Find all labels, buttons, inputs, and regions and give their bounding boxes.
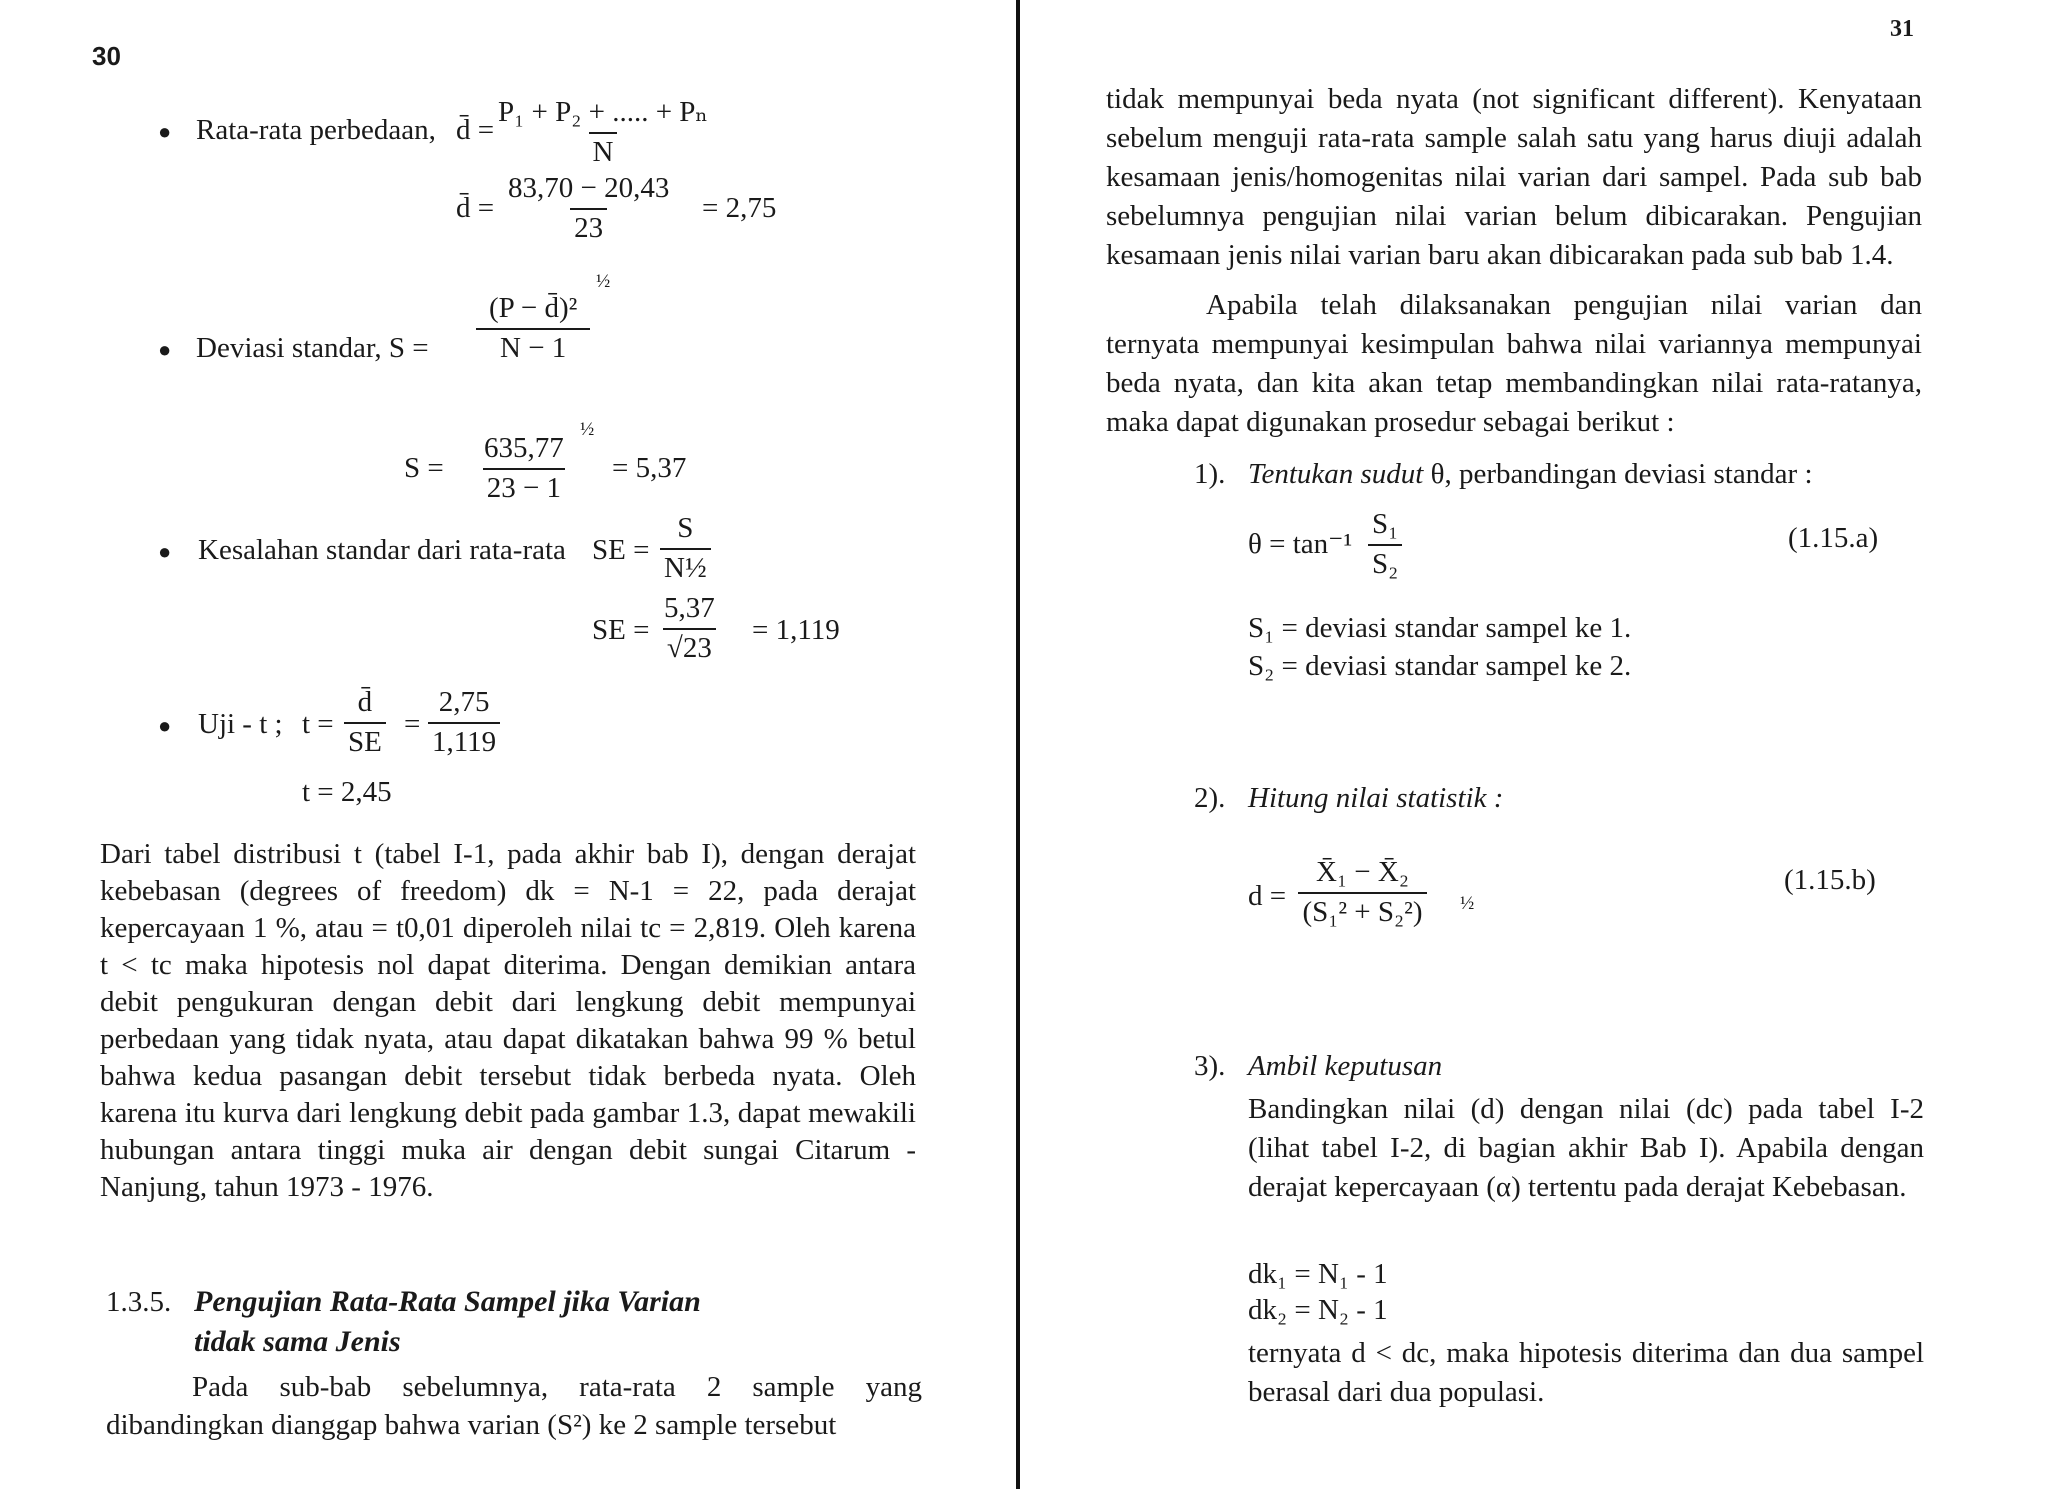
step1-italic: Tentukan sudut xyxy=(1248,458,1424,490)
se2-result: = 1,119 xyxy=(752,614,840,646)
se-label: Kesalahan standar dari rata-rata xyxy=(198,534,566,566)
eq1-numerator: S₁ xyxy=(1372,508,1399,540)
eq2-denominator: (S₁² + S₂²) xyxy=(1298,892,1426,932)
section-number: 1.3.5. xyxy=(106,1286,172,1318)
def-s1: S₁ = deviasi standar sampel ke 1. xyxy=(1248,612,1632,644)
sd-numerator: (P − d̄)² xyxy=(488,292,578,324)
step3-text: Bandingkan nilai (d) dengan nilai (dc) pada tabel I-2 (lihat tabel I-2, di bagian akhir Bab I). Apabila dengan derajat kepercayaan (α) tertentu pada derajat Kebebasan. xyxy=(1248,1093,1924,1203)
eq2-exponent: ½ xyxy=(1460,893,1475,914)
t-equals: = xyxy=(404,708,421,740)
avg-label: Rata-rata perbedaan, xyxy=(196,114,436,146)
eq2-lhs: d = xyxy=(1248,880,1287,912)
sd-denominator: N − 1 xyxy=(476,328,590,368)
conclusion: ternyata d < dc, maka hipotesis diterima dan dua sampel berasal dari dua populasi. xyxy=(1248,1337,1924,1408)
sd-label: Deviasi standar, S = xyxy=(196,332,429,364)
left-paragraph-1: Dari tabel distribusi t (tabel I-1, pada akhir bab I), dengan derajat kebebasan (degrees of freedom) dk = N-1 = 22, pada derajat kepercayaan 1 %, atau = t0,01 diperoleh nilai tc = 2,819. Oleh karena t < tc maka hipotesis nol dapat diterima. Dengan demikian antara debit pengukuran dengan debit dari lengkung debit mempunyai perbedaan yang tidak nyata, atau dapat dikatakan bahwa 99 % betul bahwa kedua pasangan debit tersebut tidak berbeda nyata. Oleh karena itu kurva dari lengkung debit pada gambar 1.3, dapat mewakili hubungan antara tinggi muka air dengan debit sungai Citarum - Nanjung, tahun 1973 - 1976. xyxy=(100,838,916,1203)
page-gutter xyxy=(1016,0,1020,1489)
avg-fraction xyxy=(494,94,712,171)
avg2-fraction xyxy=(504,170,673,247)
se-lhs: SE = xyxy=(592,534,650,566)
right-paragraph-1: tidak mempunyai beda nyata (not significant different). Kenyataan sebelum menguji rata-rata sample salah satu yang harus diuji adalah kesamaan jenis/homogenitas nilai varian dari sampel. Pada sub bab sebelumnya pengujian nilai varian belum dibicarakan. Pengujian kesamaan jenis nilai varian baru akan dibicarakan pada sub bab 1.4. xyxy=(1106,83,1922,271)
t-value-numerator: 2,75 xyxy=(438,686,490,718)
right-page xyxy=(1022,0,2048,1489)
t-numerator: d̄ xyxy=(357,686,373,718)
left-paragraph-2: Pada sub-bab sebelumnya, rata-rata 2 sample yang dibandingkan dianggap bahwa varian (S²) ke 2 sample tersebut xyxy=(106,1371,922,1441)
dk2: dk₂ = N₂ - 1 xyxy=(1248,1294,1388,1326)
step2-text xyxy=(1248,780,1503,818)
t-label: Uji - t ; xyxy=(198,708,283,740)
t-value-fraction xyxy=(428,684,500,761)
right-paragraph-2: Apabila telah dilaksanakan pengujian nilai varian dan ternyata mempunyai kesimpulan bahwa nilai variannya mempunyai beda nyata, dan kita akan tetap membandingkan nilai rata-ratanya, maka dapat digunakan prosedur sebagai berikut : xyxy=(1106,289,1922,438)
avg2-denominator: 23 xyxy=(570,208,607,248)
se2-fraction xyxy=(660,590,719,667)
bullet-icon: ● xyxy=(158,119,172,144)
t-result: t = 2,45 xyxy=(302,776,392,808)
dk1: dk₁ = N₁ - 1 xyxy=(1248,1258,1388,1290)
se2-denominator: √23 xyxy=(663,628,716,668)
sd-exponent: ½ xyxy=(596,271,611,292)
eq1-denominator: S₂ xyxy=(1368,544,1402,584)
step2-italic: Hitung nilai statistik : xyxy=(1248,782,1504,814)
step3-number: 3). xyxy=(1194,1050,1226,1082)
t-value-denominator: 1,119 xyxy=(428,722,500,762)
section-title-line-1: Pengujian Rata-Rata Sampel jika Varian xyxy=(194,1285,701,1318)
step3-italic: Ambil keputusan xyxy=(1248,1050,1443,1082)
bullet-icon: ● xyxy=(158,713,172,738)
step3-heading xyxy=(1248,1048,1442,1086)
step1-text xyxy=(1248,456,1813,494)
right-page-number: 31 xyxy=(1890,16,1914,42)
avg-denominator: N xyxy=(589,132,618,172)
step1-number: 1). xyxy=(1194,458,1226,490)
def-s2: S₂ = deviasi standar sampel ke 2. xyxy=(1248,650,1632,682)
sd2-result: = 5,37 xyxy=(612,452,687,484)
eq2-tag: (1.15.b) xyxy=(1784,864,1876,896)
se-denominator: N½ xyxy=(660,548,711,588)
eq2-fraction xyxy=(1296,854,1429,931)
avg-numerator: P₁ + P₂ + ..... + Pₙ xyxy=(498,96,708,128)
avg2-numerator: 83,70 − 20,43 xyxy=(508,172,670,204)
left-page xyxy=(0,0,1018,1489)
step1-rest: θ, perbandingan deviasi standar : xyxy=(1430,458,1813,490)
sd-fraction xyxy=(476,290,590,367)
eq1-tag: (1.15.a) xyxy=(1788,522,1879,554)
se-fraction xyxy=(660,510,711,587)
se-numerator: S xyxy=(677,512,694,544)
sd2-denominator: 23 − 1 xyxy=(483,468,565,508)
avg-lhs: d̄ = xyxy=(456,114,495,146)
se2-numerator: 5,37 xyxy=(664,592,715,624)
section-title-line-2: tidak sama Jenis xyxy=(194,1325,401,1358)
bullet-icon: ● xyxy=(158,337,172,362)
t-fraction xyxy=(344,684,386,761)
step2-number: 2). xyxy=(1194,782,1226,814)
t-lhs: t = xyxy=(302,708,334,740)
eq1-lhs: θ = tan⁻¹ xyxy=(1248,528,1353,560)
sd2-numerator: 635,77 xyxy=(484,432,564,464)
t-denominator: SE xyxy=(344,722,386,762)
sd2-exponent: ½ xyxy=(580,419,595,440)
sd2-lhs: S = xyxy=(404,452,444,484)
eq2-numerator: X̄₁ − X̄₂ xyxy=(1316,856,1409,888)
eq1-fraction xyxy=(1368,506,1402,583)
bullet-icon: ● xyxy=(158,539,172,564)
se2-lhs: SE = xyxy=(592,614,650,646)
left-page-number: 30 xyxy=(92,41,121,71)
avg2-result: = 2,75 xyxy=(702,192,777,224)
avg2-lhs: d̄ = xyxy=(456,192,495,224)
sd2-fraction xyxy=(480,430,568,507)
